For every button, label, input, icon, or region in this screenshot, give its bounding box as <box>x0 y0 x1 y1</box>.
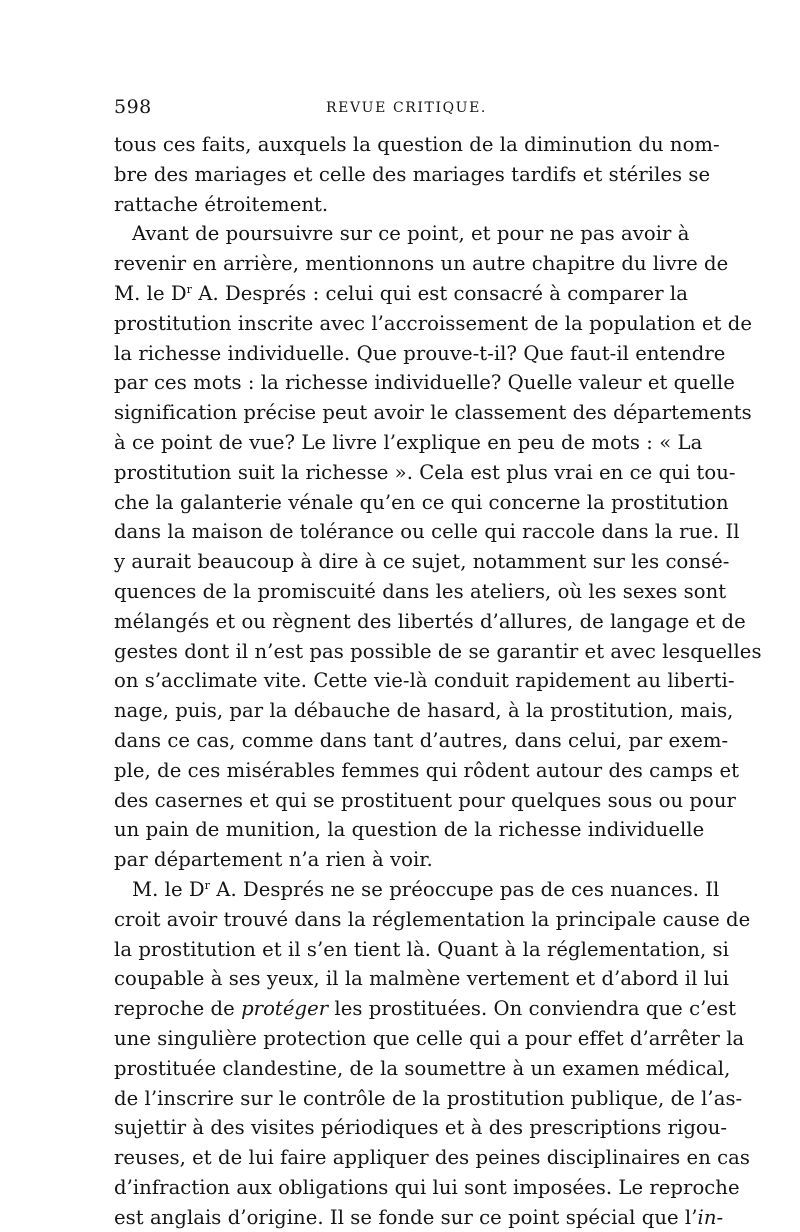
text-line: tous ces faits, auxquels la question de la diminution du nom- <box>114 133 720 156</box>
text-line: quences de la promiscuité dans les ateliers, où les sexes sont <box>114 579 727 603</box>
text-line: nage, puis, par la débauche de hasard, à la prostitution, mais, <box>114 699 734 723</box>
text-line: rattache étroitement. <box>114 192 329 216</box>
text-line <box>114 994 737 1024</box>
text-fragment: est anglais d’origine. Il se fonde sur ce point spécial que l’ <box>114 1205 698 1229</box>
running-title: REVUE CRITIQUE. <box>326 100 487 116</box>
superscript: r <box>186 282 192 296</box>
text-fragment: reproche de <box>114 997 242 1021</box>
text-line: des casernes et qui se prostituent pour quelques sous ou pour <box>114 788 736 812</box>
text-line: bre des mariages et celle des mariages tardifs et stériles se <box>114 162 711 186</box>
text-line: croit avoir trouvé dans la réglementation la principale cause de <box>114 907 751 931</box>
text-fragment: M. le D <box>114 281 187 305</box>
text-line: coupable à ses yeux, il la malmène vertement et d’abord il lui <box>114 967 730 991</box>
italic-text: protéger <box>241 997 329 1021</box>
text-line: on s’acclimate vite. Cette vie-là conduit rapidement au liberti- <box>114 669 735 693</box>
running-header <box>114 94 694 120</box>
text-line: à ce point de vue? Le livre l’explique en peu de mots : « La <box>114 430 703 454</box>
text-line: par département n’a rien à voir. <box>114 848 433 872</box>
text-line: signification précise peut avoir le classement des départements <box>114 401 752 425</box>
text-fragment: M. le D <box>132 877 205 901</box>
body-text <box>114 130 762 1232</box>
text-line: sujettir à des visites périodiques et à des prescriptions rigou- <box>114 1116 728 1140</box>
text-line: Avant de poursuivre sur ce point, et pour ne pas avoir à <box>132 222 690 246</box>
text-fragment: A. Després ne se préoccupe pas de ces nuances. Il <box>209 877 720 901</box>
page-number: 598 <box>114 96 152 118</box>
text-line: ple, de ces misérables femmes qui rôdent autour des camps et <box>114 758 740 782</box>
text-line: prostitution inscrite avec l’accroissement de la population et de <box>114 311 752 335</box>
text-line <box>114 279 686 309</box>
text-fragment: A. Després : celui qui est consacré à comparer la <box>191 281 688 305</box>
text-line: reuses, et de lui faire appliquer des peines disciplinaires en cas <box>114 1146 751 1170</box>
text-line: par ces mots : la richesse individuelle? Quelle valeur et quelle <box>114 371 735 395</box>
text-line: d’infraction aux obligations qui lui sont imposées. Le reproche <box>114 1175 740 1199</box>
text-line: prostitution suit la richesse ». Cela est plus vrai en ce qui tou- <box>114 460 736 484</box>
italic-text: in- <box>697 1205 724 1229</box>
text-line: gestes dont il n’est pas possible de se garantir et avec lesquelles <box>114 639 762 663</box>
text-line: la richesse individuelle. Que prouve-t-il? Que faut-il entendre <box>114 341 726 365</box>
text-line: dans ce cas, comme dans tant d’autres, dans celui, par exem- <box>114 728 729 752</box>
text-line: che la galanterie vénale qu’en ce qui concerne la prostitution <box>114 490 729 514</box>
text-line: mélangés et ou règnent des libertés d’allures, de langage et de <box>114 609 746 633</box>
text-line <box>114 1203 724 1232</box>
text-line: un pain de munition, la question de la richesse individuelle <box>114 818 705 842</box>
text-line: de l’inscrire sur le contrôle de la prostitution publique, de l’as- <box>114 1086 743 1110</box>
text-line: une singulière protection que celle qui a pour effet d’arrêter la <box>114 1026 745 1050</box>
text-line: revenir en arrière, mentionnons un autre chapitre du livre de <box>114 252 729 276</box>
superscript: r <box>204 878 210 892</box>
text-line: la prostitution et il s’en tient là. Quant à la réglementation, si <box>114 937 729 961</box>
text-line: y aurait beaucoup à dire à ce sujet, notamment sur les consé- <box>114 550 730 574</box>
text-line: dans la maison de tolérance ou celle qui raccole dans la rue. Il <box>114 520 740 544</box>
text-line: prostituée clandestine, de la soumettre à un examen médical, <box>114 1056 731 1080</box>
text-line <box>114 875 720 905</box>
text-fragment: les prostituées. On conviendra que c’est <box>328 997 737 1021</box>
